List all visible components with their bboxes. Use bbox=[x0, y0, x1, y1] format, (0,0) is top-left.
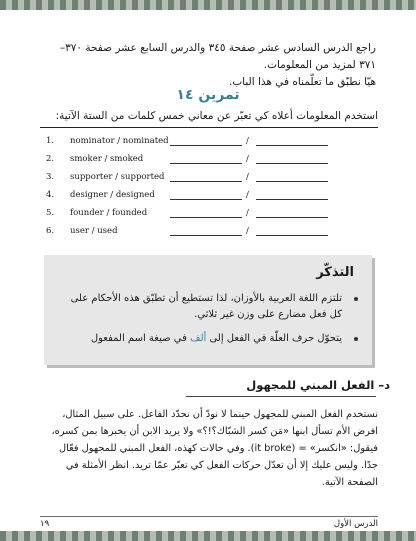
decorative-border-top bbox=[0, 0, 416, 10]
answer-blank-6b[interactable] bbox=[256, 235, 328, 236]
row-words: founder / founded bbox=[70, 208, 148, 218]
page-footer bbox=[40, 516, 378, 531]
answer-blank-3b[interactable] bbox=[256, 181, 328, 182]
section-title-underline bbox=[186, 396, 376, 397]
answer-blank-2a[interactable] bbox=[170, 163, 242, 164]
answer-blank-6a[interactable] bbox=[170, 235, 242, 236]
answer-blank-2b[interactable] bbox=[256, 163, 328, 164]
remember-bullet-1: تلتزم اللغة العربية بالأوزان، لذا تستطيع أن تطبّق هذه الأحكام على كل فعل مضارع على وزن غير ثلاثي. bbox=[70, 293, 342, 320]
exercise-row-5 bbox=[0, 208, 416, 222]
footer-lesson-label: الدرس الأول bbox=[333, 519, 378, 529]
answer-blank-3a[interactable] bbox=[170, 181, 242, 182]
slash-separator: / bbox=[246, 154, 249, 164]
section-paragraph: نستخدم الفعل المبني للمجهول حينما لا نودّ أن نحدّد الفاعل. على سبيل المثال، افرض الأم تسأل ابنها «مَن كسر الشبّاك؟!؟» ولا يريد الابن أن يخبرها بمن كسره، فيقول: «انكسر» = (it broke). وفي حالات كهذه، الفعل المبني للمجهول فعّال جدًا. وليس عليك إلا أن تعدّل حركات الفعل كي تعبّر عمّا تريد. انظر الأمثلة في الصفحة الآتية. bbox=[51, 409, 378, 488]
slash-separator: / bbox=[246, 226, 249, 236]
answer-blank-5b[interactable] bbox=[256, 217, 328, 218]
answer-blank-1b[interactable] bbox=[256, 145, 328, 146]
answer-blank-1a[interactable] bbox=[170, 145, 242, 146]
remember-bullet-2 bbox=[56, 331, 342, 347]
exercise-row-6 bbox=[0, 226, 416, 240]
remember-box bbox=[44, 255, 372, 365]
bullet-2-text-before: يتحوّل حرف العلّة في الفعل إلى bbox=[209, 333, 342, 344]
exercise-row-2 bbox=[0, 154, 416, 168]
row-words: supporter / supported bbox=[70, 172, 165, 182]
exercise-title: تمرين ١٤ bbox=[176, 87, 240, 103]
slash-separator: / bbox=[246, 136, 249, 146]
section-title: د– الفعل المبني للمجهول bbox=[246, 378, 390, 392]
remember-title: التذكّر bbox=[316, 265, 354, 280]
bullet-icon bbox=[354, 337, 358, 341]
intro-line-2: هيّا نطبّق ما تعلّمناه في هذا الباب. bbox=[228, 76, 376, 88]
bullet-icon bbox=[354, 297, 358, 301]
answer-blank-5a[interactable] bbox=[170, 217, 242, 218]
row-words: user / used bbox=[70, 226, 118, 236]
answer-blank-4a[interactable] bbox=[170, 199, 242, 200]
exercise-row-1 bbox=[0, 136, 416, 150]
slash-separator: / bbox=[246, 208, 249, 218]
row-number: 4. bbox=[46, 190, 55, 200]
exercise-row-4 bbox=[0, 190, 416, 204]
row-words: designer / designed bbox=[70, 190, 155, 200]
exercise-row-3 bbox=[0, 172, 416, 186]
slash-separator: / bbox=[246, 190, 249, 200]
bullet-2-text-after: في صيغة اسم المفعول bbox=[90, 333, 187, 344]
row-number: 2. bbox=[46, 154, 55, 164]
instruction-underline bbox=[40, 127, 378, 128]
exercise-instruction: استخدم المعلومات أعلاه كي تعبّر عن معاني خمس كلمات من الستة الآتية: bbox=[55, 110, 378, 122]
intro-line-1: راجع الدرس السادس عشر صفحة ٣٤٥ والدرس السابع عشر صفحة ٣٧٠–٣٧١ لمزيد من المعلومات. bbox=[59, 42, 376, 71]
row-words: nominator / nominated bbox=[70, 136, 169, 146]
row-number: 5. bbox=[46, 208, 55, 218]
row-words: smoker / smoked bbox=[70, 154, 144, 164]
page-number: ١٩ bbox=[40, 519, 50, 529]
row-number: 3. bbox=[46, 172, 55, 182]
slash-separator: / bbox=[246, 172, 249, 182]
row-number: 6. bbox=[46, 226, 55, 236]
row-number: 1. bbox=[46, 136, 55, 146]
answer-blank-4b[interactable] bbox=[256, 199, 328, 200]
intro-paragraph bbox=[46, 40, 376, 91]
decorative-border-bottom bbox=[0, 531, 416, 541]
bullet-2-highlight: ألف bbox=[190, 333, 207, 344]
